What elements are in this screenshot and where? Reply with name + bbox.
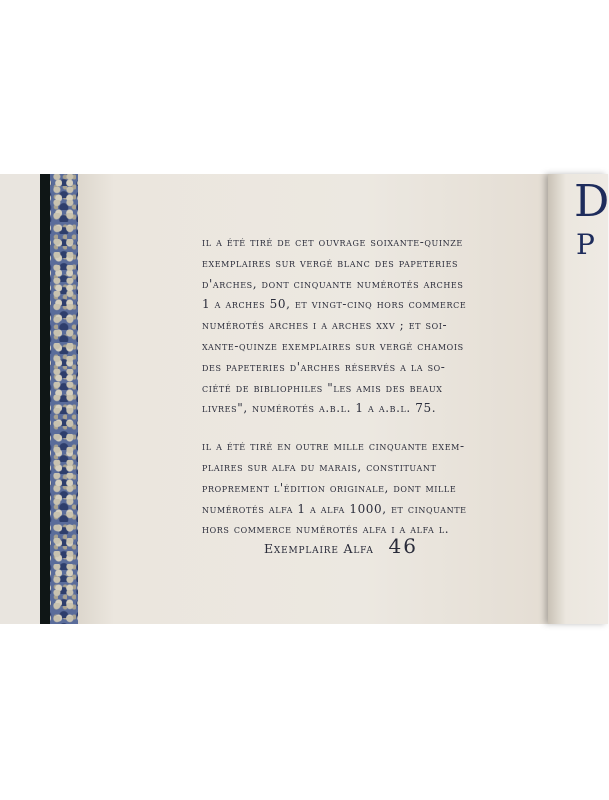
copy-label: Exemplaire Alfa — [264, 541, 374, 556]
copy-number-line — [264, 534, 418, 558]
facing-page-letter-d: D — [574, 176, 609, 227]
book-photo — [0, 174, 609, 624]
book-spine-edge — [40, 174, 50, 624]
colophon-paragraph-1: il a été tiré de cet ouvrage soixante-quinze exemplaires sur vergé blanc des papeteries d'arches, dont cinquante numérotés arches 1 a arches 50, et vingt-cinq hors commerce numérotés arches i a arches xxv ; et soi- xante-quinze exemplaires sur vergé chamois des papeteries d'arches réservés a la so- ciété de bibliophiles "les amis des beaux livres", numérotés a.b.l. 1 a a.b.l. 75. — [202, 235, 467, 416]
colophon-paragraph-2: il a été tiré en outre mille cinquante exem- plaires sur alfa du marais, constituant proprement l'édition originale, dont mille numérotés alfa 1 a alfa 1000, et cinquante hors commerce numérotés alfa i a alfa l. — [202, 439, 467, 537]
colophon-text — [202, 232, 516, 557]
copy-number: 46 — [388, 534, 418, 558]
facing-page-letter-p: P — [576, 228, 595, 261]
